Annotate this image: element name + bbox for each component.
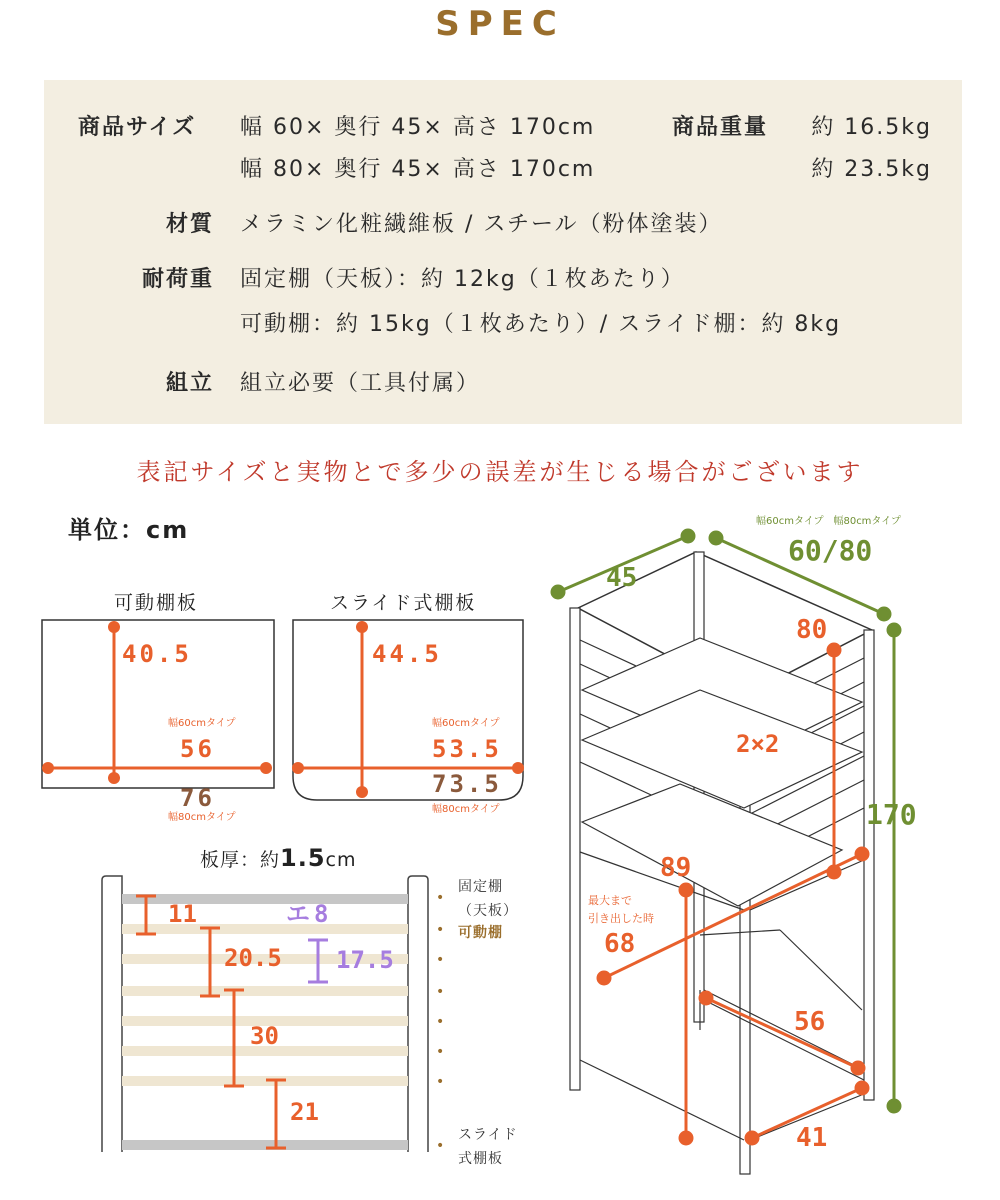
thickness-value: 1.5 [280,844,326,872]
slide-60-note: 幅60cmタイプ [432,718,500,729]
dim-dot [108,621,120,633]
pitch-i-glyph: エ [286,900,310,928]
pitch-20-5: 20.5 [224,944,282,972]
post [570,608,580,1090]
pitch-30: 30 [250,1022,279,1050]
legend-dot: • [436,984,445,1000]
movable-shelf-diagram [42,620,274,823]
dim-dot [260,762,272,774]
movable-depth-value: 40.5 [122,640,192,668]
thickness-prefix: 板厚：約 [200,849,281,871]
rack-width-60-80: 60/80 [788,534,873,567]
pitch-11: 11 [168,900,197,928]
legend-dot: • [436,1138,445,1154]
assembly-value: 組立必要（工具付属） [240,371,481,396]
rack-pipe-2x2: 2×2 [736,730,780,758]
legend-dot: • [436,890,445,906]
shelf-slot [122,986,408,996]
rack-diagram [552,514,917,1174]
thickness-unit: cm [325,849,357,871]
rack-type-note: 幅60cmタイプ 幅80cmタイプ [756,516,901,527]
legend-dot: • [436,1014,445,1030]
legend-dot: • [436,952,445,968]
pitch-8: 8 [314,900,329,928]
slide-shelf [582,784,842,906]
dim-dot [356,621,368,633]
size-label: 商品サイズ [78,115,197,140]
unit-label: 単位：cm [68,516,190,544]
slide-width-80: 73.5 [432,770,502,798]
legend-dot: • [436,922,445,938]
weight-label: 商品重量 [672,115,769,140]
size-80: 幅 80× 奥行 45× 高さ 170cm [240,157,596,182]
rack-89: 89 [660,853,692,883]
movable-60-note: 幅60cmタイプ [168,718,236,729]
legend-fixed-2: （天板） [458,903,518,919]
right-post [408,876,428,1152]
page-title: SPEC [435,4,565,44]
movable-80-note: 幅80cmタイプ [168,812,236,823]
dim-dot [356,786,368,798]
material-label: 材質 [165,212,214,237]
drawn-note-2: 引き出した時 [588,912,654,925]
dim-dot [512,762,524,774]
size-60: 幅 60× 奥行 45× 高さ 170cm [240,115,596,140]
material-value: メラミン化粧繊維板 / スチール（粉体塗装） [240,212,723,237]
pitch-17-5: 17.5 [336,946,394,974]
post [864,630,874,1100]
slide-width-60: 53.5 [432,735,502,763]
slide-shelf-title: スライド式棚板 [330,592,477,614]
rack-height-170: 170 [866,798,917,831]
assembly-label: 組立 [165,371,214,396]
fixed-top-board [122,894,408,904]
pitch-21: 21 [290,1098,319,1126]
tolerance-notice: 表記サイズと実物とで多少の誤差が生じる場合がございます [136,458,864,486]
slide-board [122,1140,408,1150]
legend-slide-1: スライド [458,1127,518,1143]
load-line-1: 固定棚（天板）：約 12kg（１枚あたり） [240,267,685,292]
left-post [102,876,122,1152]
movable-width-60: 56 [180,735,215,763]
weight-80: 約 23.5kg [811,157,932,182]
slide-depth-value: 44.5 [372,640,442,668]
slide-shelf-diagram [292,620,524,815]
dim-dot [108,772,120,784]
movable-width-80: 76 [180,784,215,812]
dim-dot [292,762,304,774]
drawn-note-1: 最大まで [588,894,632,907]
rack-56: 56 [794,1007,826,1037]
dim-dot [42,762,54,774]
rack-68: 68 [604,929,636,959]
shelf-slot [122,924,408,934]
legend-slide-2: 式棚板 [458,1151,503,1167]
load-line-2: 可動棚：約 15kg（１枚あたり）/ スライド棚：約 8kg [240,312,842,337]
movable-shelf-title: 可動棚板 [114,592,199,614]
weight-60: 約 16.5kg [811,115,932,140]
legend-dot: • [436,1044,445,1060]
shelf-pitch-diagram [102,876,428,1152]
legend-movable: 可動棚 [458,925,503,941]
legend-fixed-1: 固定棚 [458,879,503,895]
shelf-slot [122,1076,408,1086]
load-label: 耐荷重 [141,267,214,292]
rack-top-80: 80 [796,615,828,645]
slide-80-note: 幅80cmタイプ [432,804,500,815]
rack-41: 41 [796,1123,828,1153]
legend-dot: • [436,1074,445,1090]
rack-depth-45: 45 [606,563,638,593]
